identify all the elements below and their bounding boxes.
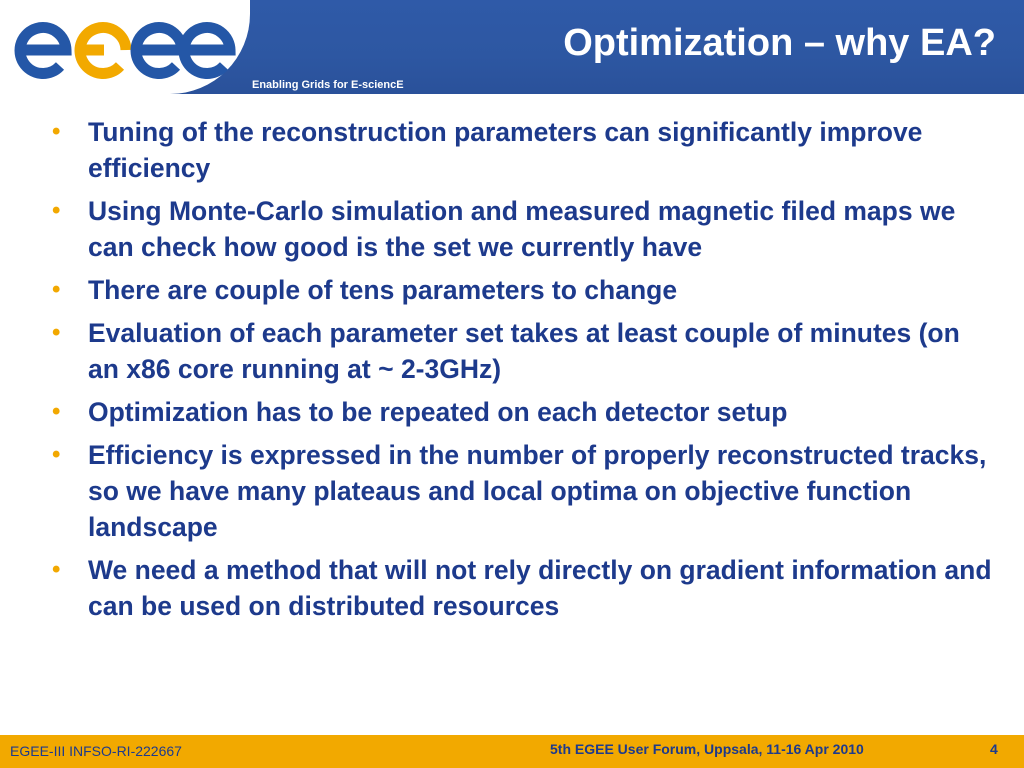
- bullet-dot-icon: •: [52, 398, 61, 425]
- tagline: Enabling Grids for E-sciencE: [252, 79, 404, 91]
- bullet-dot-icon: •: [52, 197, 61, 224]
- bullet-item: [48, 272, 998, 308]
- logo-letter-e1: [20, 28, 66, 74]
- bullet-dot-icon: •: [52, 276, 61, 303]
- bullet-text: Optimization has to be repeated on each detector setup: [88, 397, 788, 427]
- logo-letter-g: [80, 28, 126, 74]
- bullet-text: There are couple of tens parameters to change: [88, 275, 678, 305]
- bullet-text: Using Monte-Carlo simulation and measured magnetic filed maps we can check how good is the set we currently have: [88, 196, 956, 262]
- bullet-text: Tuning of the reconstruction parameters can significantly improve efficiency: [88, 117, 923, 183]
- bullet-dot-icon: •: [52, 556, 61, 583]
- bullet-item: [48, 552, 998, 624]
- header-bar: [0, 0, 1024, 94]
- bullet-item: [48, 394, 998, 430]
- bullet-list: [48, 114, 998, 631]
- bullet-item: [48, 114, 998, 186]
- egee-logo: [8, 14, 238, 82]
- bullet-text: Efficiency is expressed in the number of properly reconstructed tracks, so we have many plateaus and local optima on objective function landscape: [88, 440, 987, 542]
- slide-title: Optimization – why EA?: [563, 22, 996, 64]
- bullet-dot-icon: •: [52, 319, 61, 346]
- project-id: EGEE-III INFSO-RI-222667: [10, 743, 182, 759]
- page-number: 4: [990, 741, 998, 757]
- bullet-item: [48, 437, 998, 545]
- bullet-text: Evaluation of each parameter set takes at least couple of minutes (on an x86 core running at ~ 2-3GHz): [88, 318, 960, 384]
- logo-letter-e3: [184, 28, 230, 74]
- bullet-dot-icon: •: [52, 118, 61, 145]
- bullet-item: [48, 315, 998, 387]
- event-label: 5th EGEE User Forum, Uppsala, 11-16 Apr 2010: [550, 741, 864, 757]
- footer-bar: [0, 735, 1024, 768]
- bullet-text: We need a method that will not rely directly on gradient information and can be used on distributed resources: [88, 555, 992, 621]
- bullet-item: [48, 193, 998, 265]
- logo-letter-e2: [136, 28, 182, 74]
- bullet-dot-icon: •: [52, 441, 61, 468]
